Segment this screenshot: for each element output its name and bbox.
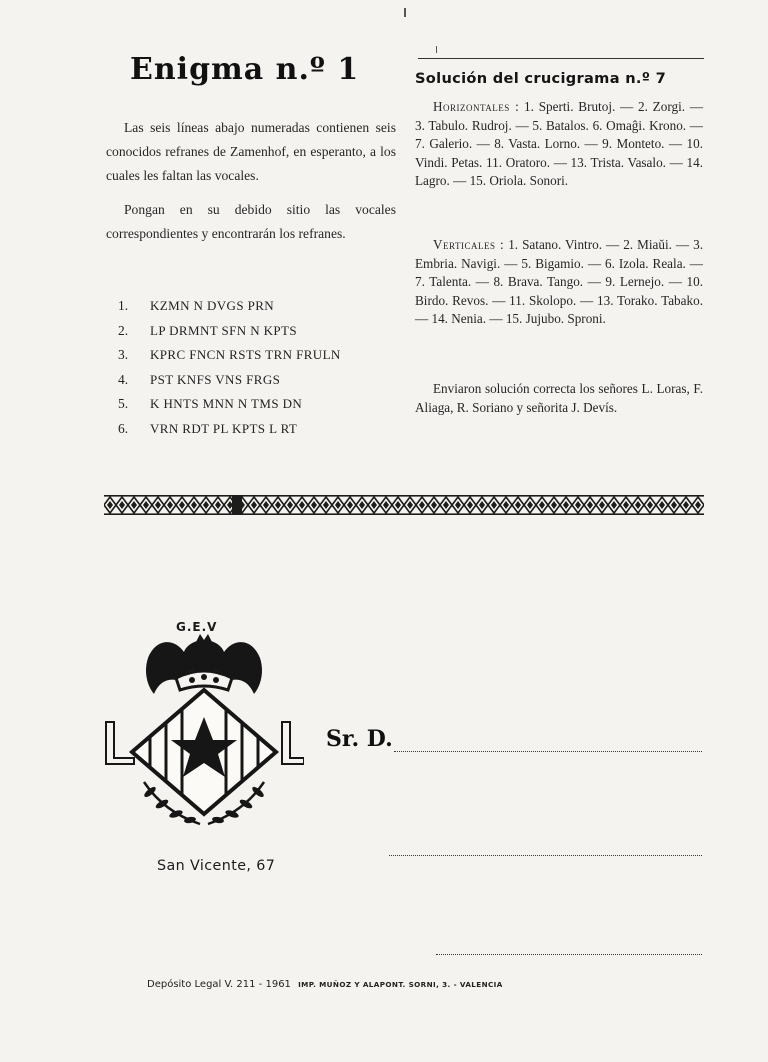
- enigma-intro: [106, 116, 396, 256]
- solution-verticales: [415, 236, 703, 329]
- enigma-line: [118, 297, 341, 314]
- enigma-line-number: 2.: [118, 322, 129, 338]
- enigma-line-number: 4.: [118, 371, 129, 387]
- enigma-line-number: 5.: [118, 396, 129, 411]
- group-emblem-icon: [104, 612, 304, 837]
- enigma-line-text: VRN RDT PL KPTS L RT: [150, 420, 298, 436]
- horizontales-label: Horizontales :: [433, 99, 520, 114]
- solution-top-rule: [418, 58, 704, 59]
- senders-text: Enviaron solución correcta los señores L. Loras, F. Aliaga, R. Soriano y señorita J. Devís.: [415, 381, 703, 415]
- scan-speck: [404, 8, 406, 17]
- enigma-line-text: LP DRMNT SFN N KPTS: [150, 322, 298, 338]
- enigma-line-text: KZMN N DVGS PRN: [150, 298, 275, 313]
- scan-speck: [436, 46, 437, 53]
- enigma-line: [118, 322, 341, 339]
- enigma-title: Enigma n.º 1: [130, 52, 360, 87]
- enigma-line: [118, 371, 341, 388]
- enigma-line-number: 3.: [118, 347, 129, 362]
- legal-deposit: Depósito Legal V. 211 - 1961: [147, 979, 291, 990]
- enigma-line: [118, 420, 341, 437]
- printer-imprint: IMP. MUÑOZ Y ALAPONT. SORNI, 3. - VALENCIA: [298, 980, 503, 989]
- footer: [147, 979, 503, 990]
- enigma-intro-paragraph-1: Las seis líneas abajo numeradas contienen seis conocidos refranes de Zamenhof, en esperanto, a los cuales les faltan las vocales.: [106, 120, 396, 183]
- enigma-intro-paragraph-2: Pongan en su debido sitio las vocales correspondientes y encontrarán los refranes.: [106, 202, 396, 241]
- enigma-line-text: PST KNFS VNS FRGS: [150, 371, 281, 387]
- enigma-line-number: 6.: [118, 420, 129, 436]
- address: San Vicente, 67: [157, 858, 276, 874]
- enigma-line-text: K HNTS MNN N TMS DN: [150, 396, 303, 411]
- horizontales-text: 1. Sperti. Brutoj. — 2. Zorgi. — 3. Tabulo. Rudroj. — 5. Batalos. 6. Omaĝi. Krono. — 7. Galerio. — 8. Vasta. Lorno. — 9. Monteto. — 10. Vindi. Petas. 11. Oratoro. — 13. Trista. Vasalo. — 14. Lagro. — 15. Oriola. Sonori.: [415, 99, 704, 189]
- emblem-label: G.E.V: [176, 620, 218, 634]
- solution-title: Solución del crucigrama n.º 7: [415, 70, 667, 87]
- enigma-line: [118, 346, 341, 363]
- address-line-2: [389, 855, 702, 856]
- enigma-line-text: KPRC FNCN RSTS TRN FRULN: [150, 347, 341, 362]
- verticales-text: 1. Satano. Vintro. — 2. Miaŭi. — 3. Embria. Navigi. — 5. Bigamio. — 6. Izola. Reala. — 7. Talenta. — 8. Brava. Tango. — 9. Lernejo. — 10. Birdo. Revos. — 11. Skolopo. — 13. Torako. Tabako. — 14. Nenia. — 15. Jujubo. Sproni.: [415, 237, 704, 327]
- enigma-lines: [118, 297, 341, 444]
- enigma-line: [118, 395, 341, 412]
- verticales-label: Verticales :: [433, 237, 505, 252]
- addressee-label: Sr. D.: [326, 726, 393, 752]
- address-line-1: [394, 751, 702, 752]
- solution-senders: [415, 380, 703, 417]
- solution-horizontales: [415, 98, 703, 191]
- ornamental-band: [104, 494, 704, 516]
- address-line-3: [436, 954, 702, 955]
- enigma-line-number: 1.: [118, 298, 129, 313]
